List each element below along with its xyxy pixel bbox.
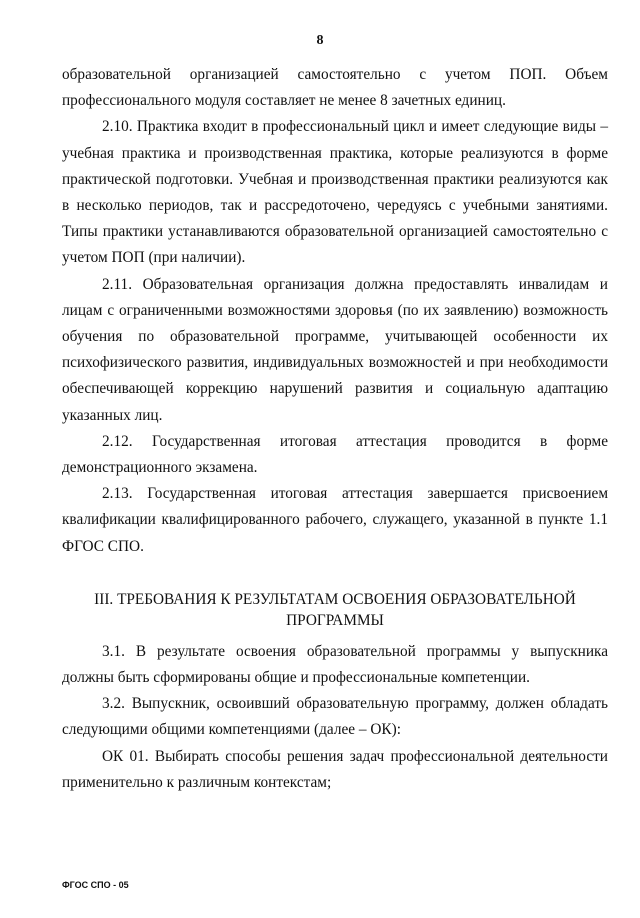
section-heading: III. ТРЕБОВАНИЯ К РЕЗУЛЬТАТАМ ОСВОЕНИЯ ОБРАЗОВАТЕЛЬНОЙ ПРОГРАММЫ [94, 590, 576, 629]
page-number: 8 [316, 33, 324, 48]
page-body [62, 62, 608, 796]
paragraph-2-13: 2.13. Государственная итоговая аттестация завершается присвоением квалификации квалифицированного рабочего, служащего, указанной в пункте 1.1 ФГОС СПО. [62, 485, 608, 555]
paragraph-2-12: 2.12. Государственная итоговая аттестация проводится в форме демонстрационного экзамена. [62, 432, 608, 477]
document-footer: ФГОС СПО - 05 [62, 880, 129, 890]
paragraph-2-10: 2.10. Практика входит в профессиональный цикл и имеет следующие виды – учебная практика и производственная практика, которые реализуются в форме практической подготовки. Учебная и производственная практики реализуются как в несколько периодов, так и рассредоточено, чередуясь с учебными занятиями. Типы практики устанавливаются образовательной организацией самостоятельно с учетом ПОП (при наличии). [62, 118, 608, 267]
paragraph-3-2: 3.2. Выпускник, освоивший образовательную программу, должен обладать следующими общими компетенциями (далее – ОК): [62, 695, 608, 739]
paragraph-ok-01: ОК 01. Выбирать способы решения задач профессиональной деятельности применительно к различным контекстам; [62, 747, 608, 791]
paragraph-2-11: 2.11. Образовательная организация должна предоставлять инвалидам и лицам с ограниченными возможностями здоровья (по их заявлению) возможность обучения по образовательной программе, учитывающей особенности их психофизического развития, индивидуальных возможностей и при необходимости обеспечивающей коррекцию нарушений развития и социальную адаптацию указанных лиц. [62, 275, 608, 424]
paragraph-continuation: образовательной организацией самостоятельно с учетом ПОП. Объем профессионального модуля составляет не менее 8 зачетных единиц. [62, 66, 608, 110]
paragraph-3-1: 3.1. В результате освоения образовательной программы у выпускника должны быть сформированы общие и профессиональные компетенции. [62, 642, 608, 687]
